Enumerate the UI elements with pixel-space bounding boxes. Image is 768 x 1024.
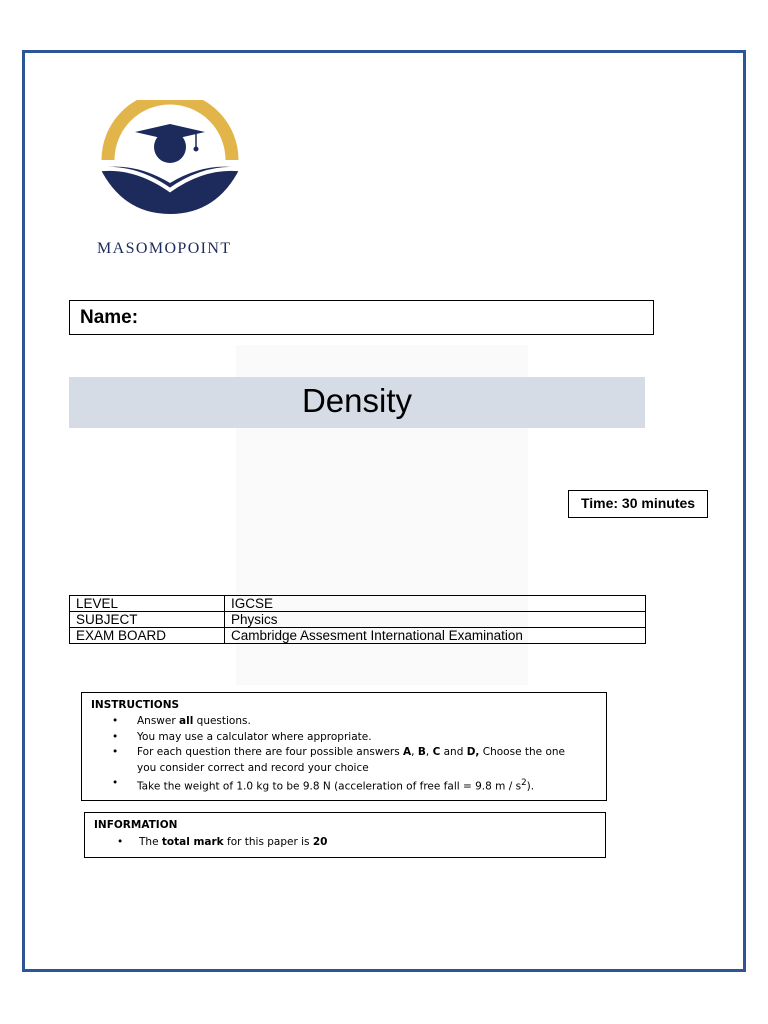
table-cell-value: IGCSE <box>225 596 646 612</box>
graduation-cap-logo-icon <box>95 100 245 222</box>
information-heading: INFORMATION <box>94 819 178 831</box>
information-list <box>117 835 328 850</box>
list-item: • You may use a calculator where appropriate. <box>112 730 582 746</box>
name-field[interactable] <box>69 300 654 335</box>
table-cell-label: EXAM BOARD <box>70 628 225 644</box>
list-item: • The total mark for this paper is 20 <box>117 835 328 850</box>
title-bar <box>69 377 645 428</box>
list-item: • Answer all questions. <box>112 714 582 730</box>
table-row <box>70 612 646 628</box>
table-cell-value: Physics <box>225 612 646 628</box>
instructions-list <box>112 714 582 795</box>
table-cell-value: Cambridge Assesment International Examination <box>225 628 646 644</box>
list-item: • Take the weight of 1.0 kg to be 9.8 N (acceleration of free fall = 9.8 m / $s^2$). <box>112 776 582 795</box>
time-box: Time: 30 minutes <box>568 490 708 518</box>
name-label: Name: <box>80 307 139 328</box>
details-table <box>69 595 646 644</box>
page-title: Density <box>301 382 413 419</box>
list-item: • For each question there are four possible answers A, B, C and D, Choose the one you consider correct and record your choice <box>112 745 582 776</box>
table-cell-label: SUBJECT <box>70 612 225 628</box>
information-box <box>84 812 606 858</box>
table-cell-label: LEVEL <box>70 596 225 612</box>
table-row <box>70 596 646 612</box>
instructions-box <box>81 692 607 801</box>
brand-name: MASOMOPOINT <box>97 240 232 257</box>
instructions-heading: INSTRUCTIONS <box>91 699 180 711</box>
table-row <box>70 628 646 644</box>
